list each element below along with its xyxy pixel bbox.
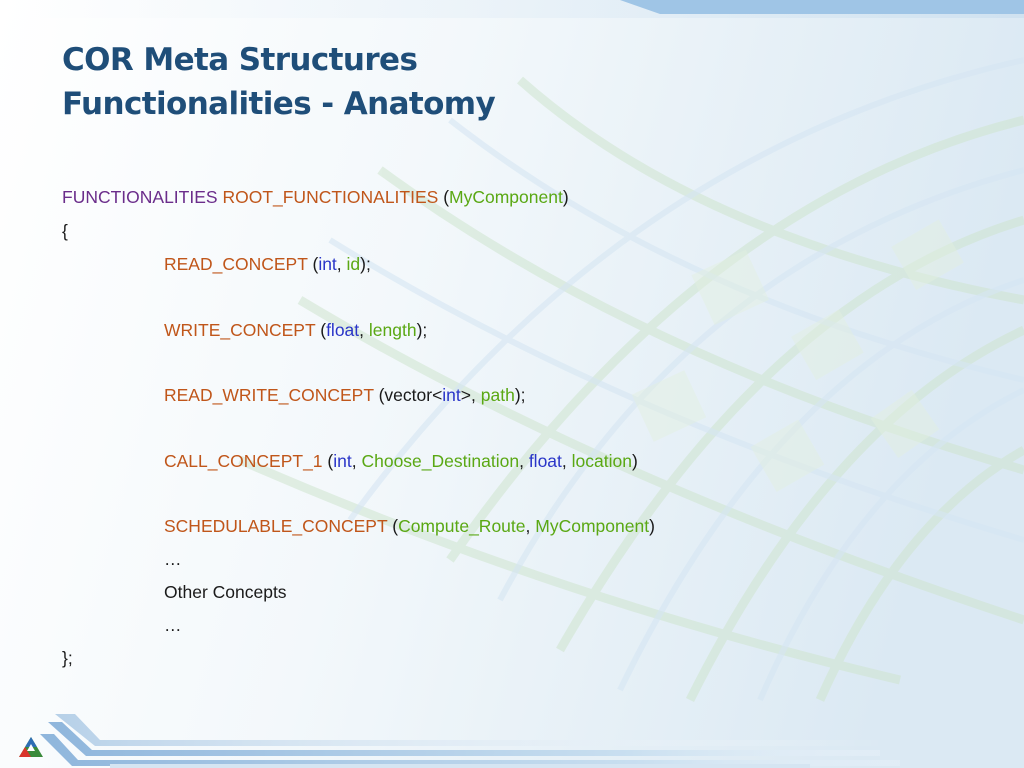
schedulable-concept-arg-1: Compute_Route bbox=[398, 516, 526, 536]
schedulable-concept-arg-2: MyComponent bbox=[535, 516, 650, 536]
call-concept-name: CALL_CONCEPT_1 bbox=[164, 451, 323, 471]
write-concept-type: float bbox=[326, 320, 360, 340]
call-concept-arg-2: location bbox=[571, 451, 632, 471]
paren-open: ( bbox=[443, 187, 450, 207]
read-write-concept-arg: path bbox=[480, 385, 515, 405]
code-close-brace: }; bbox=[62, 648, 73, 668]
code-line-call-concept: CALL_CONCEPT_1 (int, Choose_Destination, float, location) bbox=[164, 451, 638, 471]
title-line-1: COR Meta Structures bbox=[62, 42, 418, 78]
schedulable-concept-end: ) bbox=[649, 516, 655, 536]
page-title bbox=[62, 38, 495, 126]
read-write-concept-name: READ_WRITE_CONCEPT bbox=[164, 385, 374, 405]
read-write-concept-mid: > bbox=[460, 385, 472, 405]
call-concept-type-2: float bbox=[528, 451, 562, 471]
read-write-concept-pre: (vector< bbox=[378, 385, 443, 405]
call-concept-end: ) bbox=[631, 451, 638, 471]
root-functionalities-macro: ROOT_FUNCTIONALITIES bbox=[222, 187, 439, 207]
read-concept-arg: id bbox=[346, 254, 361, 274]
title-line-2: Functionalities - Anatomy bbox=[62, 86, 496, 122]
write-concept-end: ); bbox=[416, 320, 428, 340]
code-other-concepts: Other Concepts bbox=[164, 582, 287, 602]
organization-logo-icon bbox=[18, 736, 44, 758]
read-write-concept-type: int bbox=[442, 385, 461, 405]
call-concept-arg-1: Choose_Destination bbox=[361, 451, 520, 471]
code-line-write-concept: WRITE_CONCEPT (float, length); bbox=[164, 320, 428, 340]
code-ellipsis-1: … bbox=[164, 549, 182, 569]
schedulable-concept-name: SCHEDULABLE_CONCEPT bbox=[164, 516, 388, 536]
header-argument: MyComponent bbox=[449, 187, 563, 207]
code-line-header bbox=[62, 186, 569, 208]
write-concept-arg: length bbox=[368, 320, 417, 340]
code-line-read-concept: READ_CONCEPT (int, id); bbox=[164, 254, 371, 274]
write-concept-name: WRITE_CONCEPT bbox=[164, 320, 316, 340]
code-line-read-write-concept: READ_WRITE_CONCEPT (vector<int>, path); bbox=[164, 385, 526, 405]
footer-bands bbox=[0, 700, 1024, 768]
functionalities-keyword: FUNCTIONALITIES bbox=[62, 187, 218, 207]
code-ellipsis-2: … bbox=[164, 615, 182, 635]
read-concept-type: int bbox=[318, 254, 337, 274]
read-concept-end: ); bbox=[360, 254, 371, 274]
read-concept-name: READ_CONCEPT bbox=[164, 254, 308, 274]
read-write-concept-end: ); bbox=[514, 385, 526, 405]
call-concept-type-1: int bbox=[333, 451, 352, 471]
code-line-schedulable-concept: SCHEDULABLE_CONCEPT (Compute_Route, MyComponent) bbox=[164, 516, 655, 536]
paren-close: ) bbox=[562, 187, 569, 207]
code-open-brace: { bbox=[62, 221, 68, 241]
